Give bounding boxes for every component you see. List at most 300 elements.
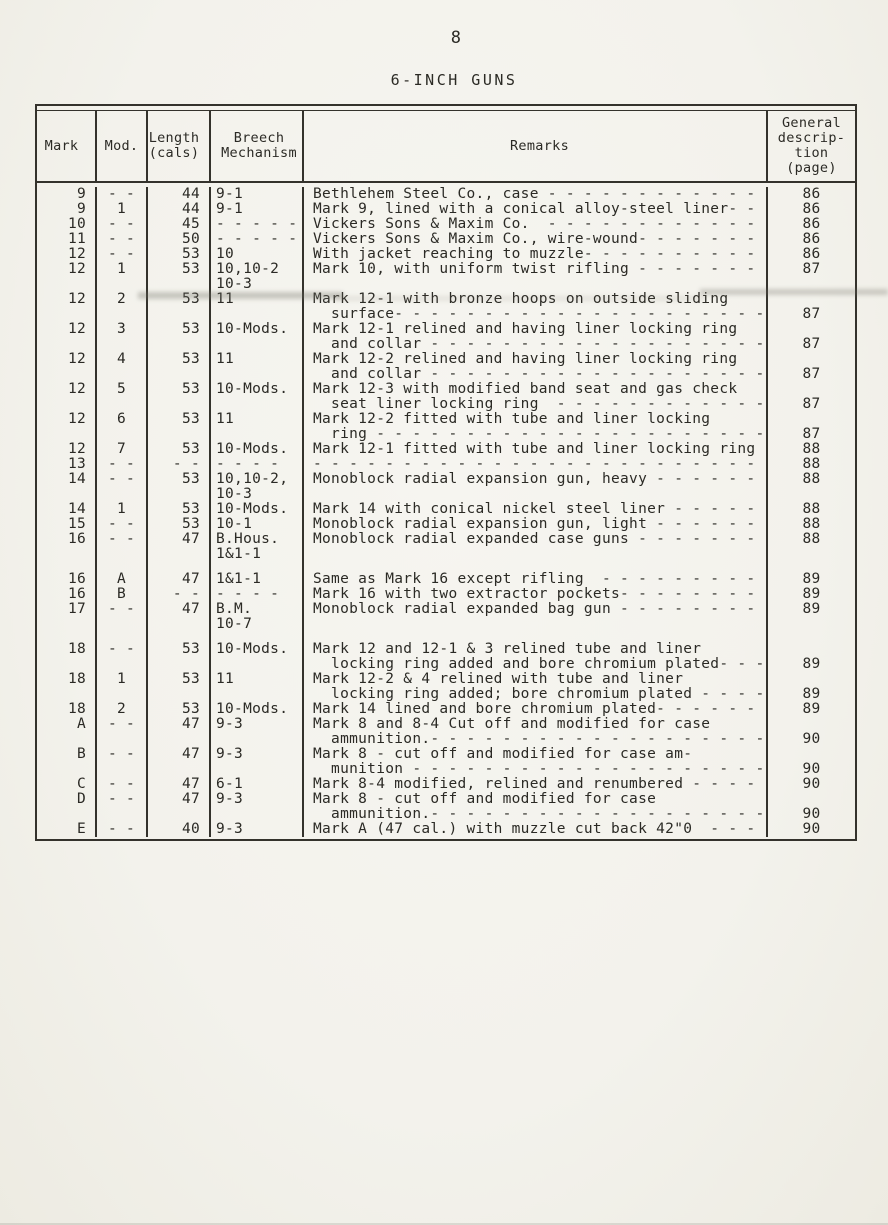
text-line: 9-3	[216, 791, 244, 807]
cell-length	[148, 352, 211, 382]
text-line: 12	[67, 261, 86, 277]
text-line: 53	[181, 516, 200, 532]
text-line: 86	[802, 201, 821, 217]
text-line: 47	[181, 601, 200, 617]
table-row	[37, 717, 855, 747]
cell-breech	[211, 202, 304, 217]
cell-length	[148, 702, 211, 717]
text-line: B	[116, 586, 127, 602]
text-line: Mark A (47 cal.) with muzzle cut back 42"0 - - -	[313, 821, 756, 837]
text-line: Monoblock radial expanded case guns - - - - - - -	[313, 531, 756, 547]
cell-mod	[97, 517, 148, 532]
text-line: - -	[107, 231, 136, 247]
text-line: 9-3	[216, 821, 244, 837]
cell-length	[148, 322, 211, 352]
cell-mark	[37, 412, 97, 442]
cell-breech	[211, 472, 304, 502]
text-line: 16	[67, 571, 86, 587]
cell-mark	[37, 292, 97, 322]
cell-length	[148, 202, 211, 217]
text-line: 9-3	[216, 716, 244, 732]
cell-mark	[37, 502, 97, 517]
cell-mod	[97, 747, 148, 777]
cell-remarks	[304, 262, 768, 292]
text-line: 53	[181, 471, 200, 487]
table-row	[37, 187, 855, 202]
cell-breech	[211, 442, 304, 457]
cell-mod	[97, 322, 148, 352]
cell-mod	[97, 262, 148, 292]
cell-remarks	[304, 292, 768, 322]
text-line: 53	[181, 671, 200, 687]
cell-page	[768, 217, 855, 232]
cell-mod	[97, 822, 148, 837]
text-line: Mark 12-2 & 4 relined with tube and liner	[313, 671, 684, 687]
text-line: 45	[181, 216, 200, 232]
header-cell-page	[768, 111, 855, 181]
cell-length	[148, 412, 211, 442]
text-line: 18	[67, 671, 86, 687]
text-line: 9-1	[216, 186, 244, 202]
text-line: 86	[802, 231, 821, 247]
text-line: 2	[116, 701, 127, 717]
text-line: 53	[181, 701, 200, 717]
text-line: 10	[216, 246, 235, 262]
text-line: 47	[181, 571, 200, 587]
cell-mark	[37, 792, 97, 822]
cell-remarks	[304, 702, 768, 717]
text-line: Mark 10, with uniform twist rifling - - - - - - -	[313, 261, 756, 277]
text-line: (cals)	[148, 145, 200, 161]
text-line: 88	[802, 441, 821, 457]
cell-page	[768, 532, 855, 572]
cell-breech	[211, 702, 304, 717]
cell-mod	[97, 352, 148, 382]
text-line: - -	[107, 216, 136, 232]
cell-page	[768, 412, 855, 442]
cell-remarks	[304, 642, 768, 672]
cell-mark	[37, 202, 97, 217]
cell-remarks	[304, 587, 768, 602]
text-line: 89	[802, 701, 821, 717]
text-line: - - - -	[216, 456, 280, 472]
cell-remarks	[304, 517, 768, 532]
cell-breech	[211, 502, 304, 517]
text-line: tion	[794, 145, 829, 161]
text-line: Vickers Sons & Maxim Co. - - - - - - - - - - - -	[313, 216, 756, 232]
cell-length	[148, 717, 211, 747]
text-line: 16	[67, 531, 86, 547]
text-line: 10	[67, 216, 86, 232]
table-row	[37, 472, 855, 502]
table-row	[37, 262, 855, 292]
text-line: 10-Mods.	[216, 321, 289, 337]
cell-mod	[97, 572, 148, 587]
text-line: Mark	[44, 137, 79, 154]
table-row	[37, 642, 855, 672]
cell-mod	[97, 587, 148, 602]
text-line: 89	[802, 586, 821, 602]
table-row	[37, 322, 855, 352]
text-line: Monoblock radial expansion gun, heavy - - - - - -	[313, 471, 756, 487]
cell-breech	[211, 412, 304, 442]
cell-page	[768, 642, 855, 672]
text-line: B.M.	[216, 601, 253, 617]
cell-length	[148, 517, 211, 532]
text-line: - -	[107, 821, 136, 837]
text-line: 90	[802, 761, 821, 777]
text-line: B	[76, 746, 86, 762]
cell-breech	[211, 352, 304, 382]
text-line: - - - - - - - - - - - - - - - - - - - - - - - - -	[313, 456, 756, 472]
cell-length	[148, 217, 211, 232]
cell-mark	[37, 572, 97, 587]
text-line: Same as Mark 16 except rifling - - - - - - - - -	[313, 571, 756, 587]
cell-length	[148, 642, 211, 672]
text-line: 10-3	[216, 276, 253, 292]
text-line: 89	[802, 601, 821, 617]
text-line: and collar - - - - - - - - - - - - - - - - - - -	[313, 366, 765, 382]
cell-page	[768, 262, 855, 292]
text-line: 90	[802, 731, 821, 747]
page-title: 6-INCH GUNS	[390, 71, 518, 89]
cell-mark	[37, 587, 97, 602]
text-line: 14	[67, 501, 86, 517]
text-line: Mod.	[104, 137, 139, 154]
cell-breech	[211, 587, 304, 602]
cell-mod	[97, 247, 148, 262]
text-line: 89	[802, 571, 821, 587]
text-line: 10,10-2,	[216, 471, 289, 487]
table-row	[37, 247, 855, 262]
cell-page	[768, 777, 855, 792]
cell-remarks	[304, 412, 768, 442]
cell-length	[148, 747, 211, 777]
cell-length	[148, 822, 211, 837]
text-line: 53	[181, 261, 200, 277]
text-line: 88	[802, 471, 821, 487]
table-header	[37, 111, 855, 183]
text-line: - -	[172, 456, 200, 472]
cell-length	[148, 672, 211, 702]
cell-mod	[97, 187, 148, 202]
cell-length	[148, 777, 211, 792]
text-line: - -	[107, 456, 136, 472]
text-line: General	[782, 115, 841, 131]
text-line: 86	[802, 246, 821, 262]
cell-breech	[211, 262, 304, 292]
text-line: 44	[181, 186, 200, 202]
text-line: Mark 8 and 8-4 Cut off and modified for case	[313, 716, 711, 732]
text-line: A	[116, 571, 127, 587]
guns-table	[35, 104, 857, 841]
cell-length	[148, 792, 211, 822]
text-line: 90	[802, 806, 821, 822]
text-line: 1&1-1	[216, 546, 262, 562]
text-line: 47	[181, 531, 200, 547]
cell-page	[768, 232, 855, 247]
text-line: 89	[802, 656, 821, 672]
text-line: 47	[181, 716, 200, 732]
text-line: 53	[181, 246, 200, 262]
cell-mod	[97, 292, 148, 322]
text-line: - - - -	[216, 586, 280, 602]
text-line: Mark 12 and 12-1 & 3 relined tube and liner	[313, 641, 702, 657]
text-line: - -	[107, 601, 136, 617]
cell-mark	[37, 642, 97, 672]
text-line: 1&1-1	[216, 571, 262, 587]
text-line: Mark 12-3 with modified band seat and gas check	[313, 381, 738, 397]
cell-remarks	[304, 792, 768, 822]
cell-length	[148, 262, 211, 292]
cell-breech	[211, 792, 304, 822]
text-line: 12	[67, 441, 86, 457]
cell-remarks	[304, 232, 768, 247]
text-line: 9-3	[216, 746, 244, 762]
cell-mark	[37, 442, 97, 457]
header-cell-remarks	[304, 111, 768, 181]
text-line: - -	[107, 186, 136, 202]
cell-mod	[97, 502, 148, 517]
cell-page	[768, 702, 855, 717]
text-line: and collar - - - - - - - - - - - - - - - - - - -	[313, 336, 765, 352]
text-line: Mark 14 with conical nickel steel liner - - - - -	[313, 501, 756, 517]
table-row	[37, 217, 855, 232]
text-line: Mechanism	[221, 145, 297, 161]
cell-mark	[37, 747, 97, 777]
cell-mark	[37, 262, 97, 292]
cell-breech	[211, 747, 304, 777]
text-line: - -	[107, 471, 136, 487]
text-line: Mark 12-1 fitted with tube and liner locking ring	[313, 441, 756, 457]
text-line: 6	[116, 411, 127, 427]
cell-page	[768, 602, 855, 642]
cell-mod	[97, 642, 148, 672]
text-line: 10-Mods.	[216, 641, 289, 657]
text-line: - -	[107, 746, 136, 762]
text-line: D	[76, 791, 86, 807]
cell-mod	[97, 442, 148, 457]
text-line: 87	[802, 261, 821, 277]
table-row	[37, 352, 855, 382]
text-line: Mark 8 - cut off and modified for case	[313, 791, 657, 807]
cell-length	[148, 292, 211, 322]
text-line: 90	[802, 776, 821, 792]
text-line: 15	[67, 516, 86, 532]
text-line: 88	[802, 516, 821, 532]
text-line: 87	[802, 396, 821, 412]
cell-mod	[97, 217, 148, 232]
cell-page	[768, 792, 855, 822]
text-line: E	[76, 821, 86, 837]
text-line: 12	[67, 246, 86, 262]
text-line: 6-1	[216, 776, 244, 792]
cell-remarks	[304, 187, 768, 202]
cell-mark	[37, 517, 97, 532]
cell-mark	[37, 457, 97, 472]
cell-mod	[97, 792, 148, 822]
text-line: 3	[116, 321, 127, 337]
cell-length	[148, 602, 211, 642]
text-line: - -	[107, 516, 136, 532]
table-row	[37, 792, 855, 822]
text-line: 12	[67, 411, 86, 427]
cell-remarks	[304, 382, 768, 412]
cell-remarks	[304, 322, 768, 352]
cell-breech	[211, 777, 304, 792]
text-line: (page)	[786, 160, 837, 176]
cell-length	[148, 572, 211, 587]
cell-mark	[37, 187, 97, 202]
text-line: 47	[181, 776, 200, 792]
text-line: 10-Mods.	[216, 441, 289, 457]
cell-page	[768, 202, 855, 217]
text-line: Monoblock radial expanded bag gun - - - - - - - -	[313, 601, 756, 617]
cell-mod	[97, 602, 148, 642]
text-line: 89	[802, 686, 821, 702]
table-row	[37, 532, 855, 572]
cell-mark	[37, 247, 97, 262]
page-number: 8	[450, 28, 462, 48]
header-cell-breech	[211, 111, 304, 181]
cell-remarks	[304, 442, 768, 457]
text-line: 10,10-2	[216, 261, 280, 277]
table-row	[37, 232, 855, 247]
text-line: descrip-	[777, 130, 846, 146]
cell-page	[768, 587, 855, 602]
cell-page	[768, 352, 855, 382]
text-line: 88	[802, 531, 821, 547]
cell-breech	[211, 457, 304, 472]
text-line: 10-Mods.	[216, 381, 289, 397]
cell-page	[768, 672, 855, 702]
cell-mod	[97, 382, 148, 412]
cell-remarks	[304, 217, 768, 232]
cell-mark	[37, 672, 97, 702]
text-line: 10-7	[216, 616, 253, 632]
cell-mark	[37, 322, 97, 352]
cell-remarks	[304, 532, 768, 572]
text-line: 18	[67, 701, 86, 717]
cell-mod	[97, 457, 148, 472]
cell-mark	[37, 777, 97, 792]
text-line: Length	[148, 130, 200, 146]
cell-remarks	[304, 472, 768, 502]
cell-length	[148, 247, 211, 262]
text-line: Remarks	[510, 137, 569, 154]
cell-remarks	[304, 717, 768, 747]
cell-mod	[97, 777, 148, 792]
text-line: 17	[67, 601, 86, 617]
text-line: 5	[116, 381, 127, 397]
text-line: ammunition.- - - - - - - - - - - - - - - - - - -	[313, 731, 765, 747]
text-line: 11	[216, 351, 235, 367]
text-line: Vickers Sons & Maxim Co., wire-wound- - - - - - -	[313, 231, 756, 247]
text-line: Mark 8-4 modified, relined and renumbered - - - -	[313, 776, 756, 792]
table-row	[37, 202, 855, 217]
cell-mark	[37, 217, 97, 232]
cell-breech	[211, 572, 304, 587]
text-line: 88	[802, 501, 821, 517]
table-row	[37, 382, 855, 412]
header-cell-mod	[97, 111, 148, 181]
table-row	[37, 602, 855, 642]
cell-page	[768, 472, 855, 502]
cell-page	[768, 247, 855, 262]
text-line: A	[76, 716, 86, 732]
cell-remarks	[304, 822, 768, 837]
text-line: 10-1	[216, 516, 253, 532]
text-line: 9	[76, 201, 86, 217]
cell-length	[148, 457, 211, 472]
text-line: 50	[181, 231, 200, 247]
text-line: Breech	[233, 130, 285, 146]
text-line: 40	[181, 821, 200, 837]
cell-page	[768, 502, 855, 517]
cell-page	[768, 187, 855, 202]
table-row	[37, 457, 855, 472]
text-line: 9-1	[216, 201, 244, 217]
text-line: - -	[107, 531, 136, 547]
cell-mark	[37, 717, 97, 747]
text-line: - -	[172, 586, 200, 602]
text-line: Bethlehem Steel Co., case - - - - - - - - - - - -	[313, 186, 756, 202]
text-line: 87	[802, 306, 821, 322]
text-line: 53	[181, 351, 200, 367]
text-line: munition - - - - - - - - - - - - - - - - - - - -	[313, 761, 765, 777]
text-line: 14	[67, 471, 86, 487]
cell-breech	[211, 247, 304, 262]
cell-mod	[97, 702, 148, 717]
text-line: 53	[181, 321, 200, 337]
cell-mod	[97, 412, 148, 442]
cell-mod	[97, 472, 148, 502]
cell-remarks	[304, 502, 768, 517]
cell-mod	[97, 232, 148, 247]
header-cell-length	[148, 111, 211, 181]
text-line: ring - - - - - - - - - - - - - - - - - - - - - -	[313, 426, 765, 442]
text-line: 11	[67, 231, 86, 247]
cell-breech	[211, 232, 304, 247]
cell-remarks	[304, 777, 768, 792]
cell-breech	[211, 672, 304, 702]
text-line: - - - - -	[216, 231, 298, 247]
text-line: Mark 12-2 relined and having liner locking ring	[313, 351, 738, 367]
text-line: 88	[802, 456, 821, 472]
text-line: 53	[181, 641, 200, 657]
cell-breech	[211, 322, 304, 352]
cell-remarks	[304, 602, 768, 642]
cell-breech	[211, 217, 304, 232]
cell-mark	[37, 702, 97, 717]
cell-mod	[97, 532, 148, 572]
cell-remarks	[304, 352, 768, 382]
table-row	[37, 517, 855, 532]
text-line: Mark 9, lined with a conical alloy-steel liner- -	[313, 201, 756, 217]
text-line: 11	[216, 411, 235, 427]
text-line: With jacket reaching to muzzle- - - - - - - - - -	[313, 246, 756, 262]
cell-length	[148, 587, 211, 602]
text-line: B.Hous.	[216, 531, 280, 547]
text-line: 18	[67, 641, 86, 657]
cell-mark	[37, 532, 97, 572]
text-line: seat liner locking ring - - - - - - - - - - - -	[313, 396, 765, 412]
text-line: 1	[116, 671, 127, 687]
cell-mod	[97, 672, 148, 702]
text-line: - - - - -	[216, 216, 298, 232]
text-line: Mark 12-2 fitted with tube and liner locking	[313, 411, 711, 427]
text-line: 53	[181, 501, 200, 517]
